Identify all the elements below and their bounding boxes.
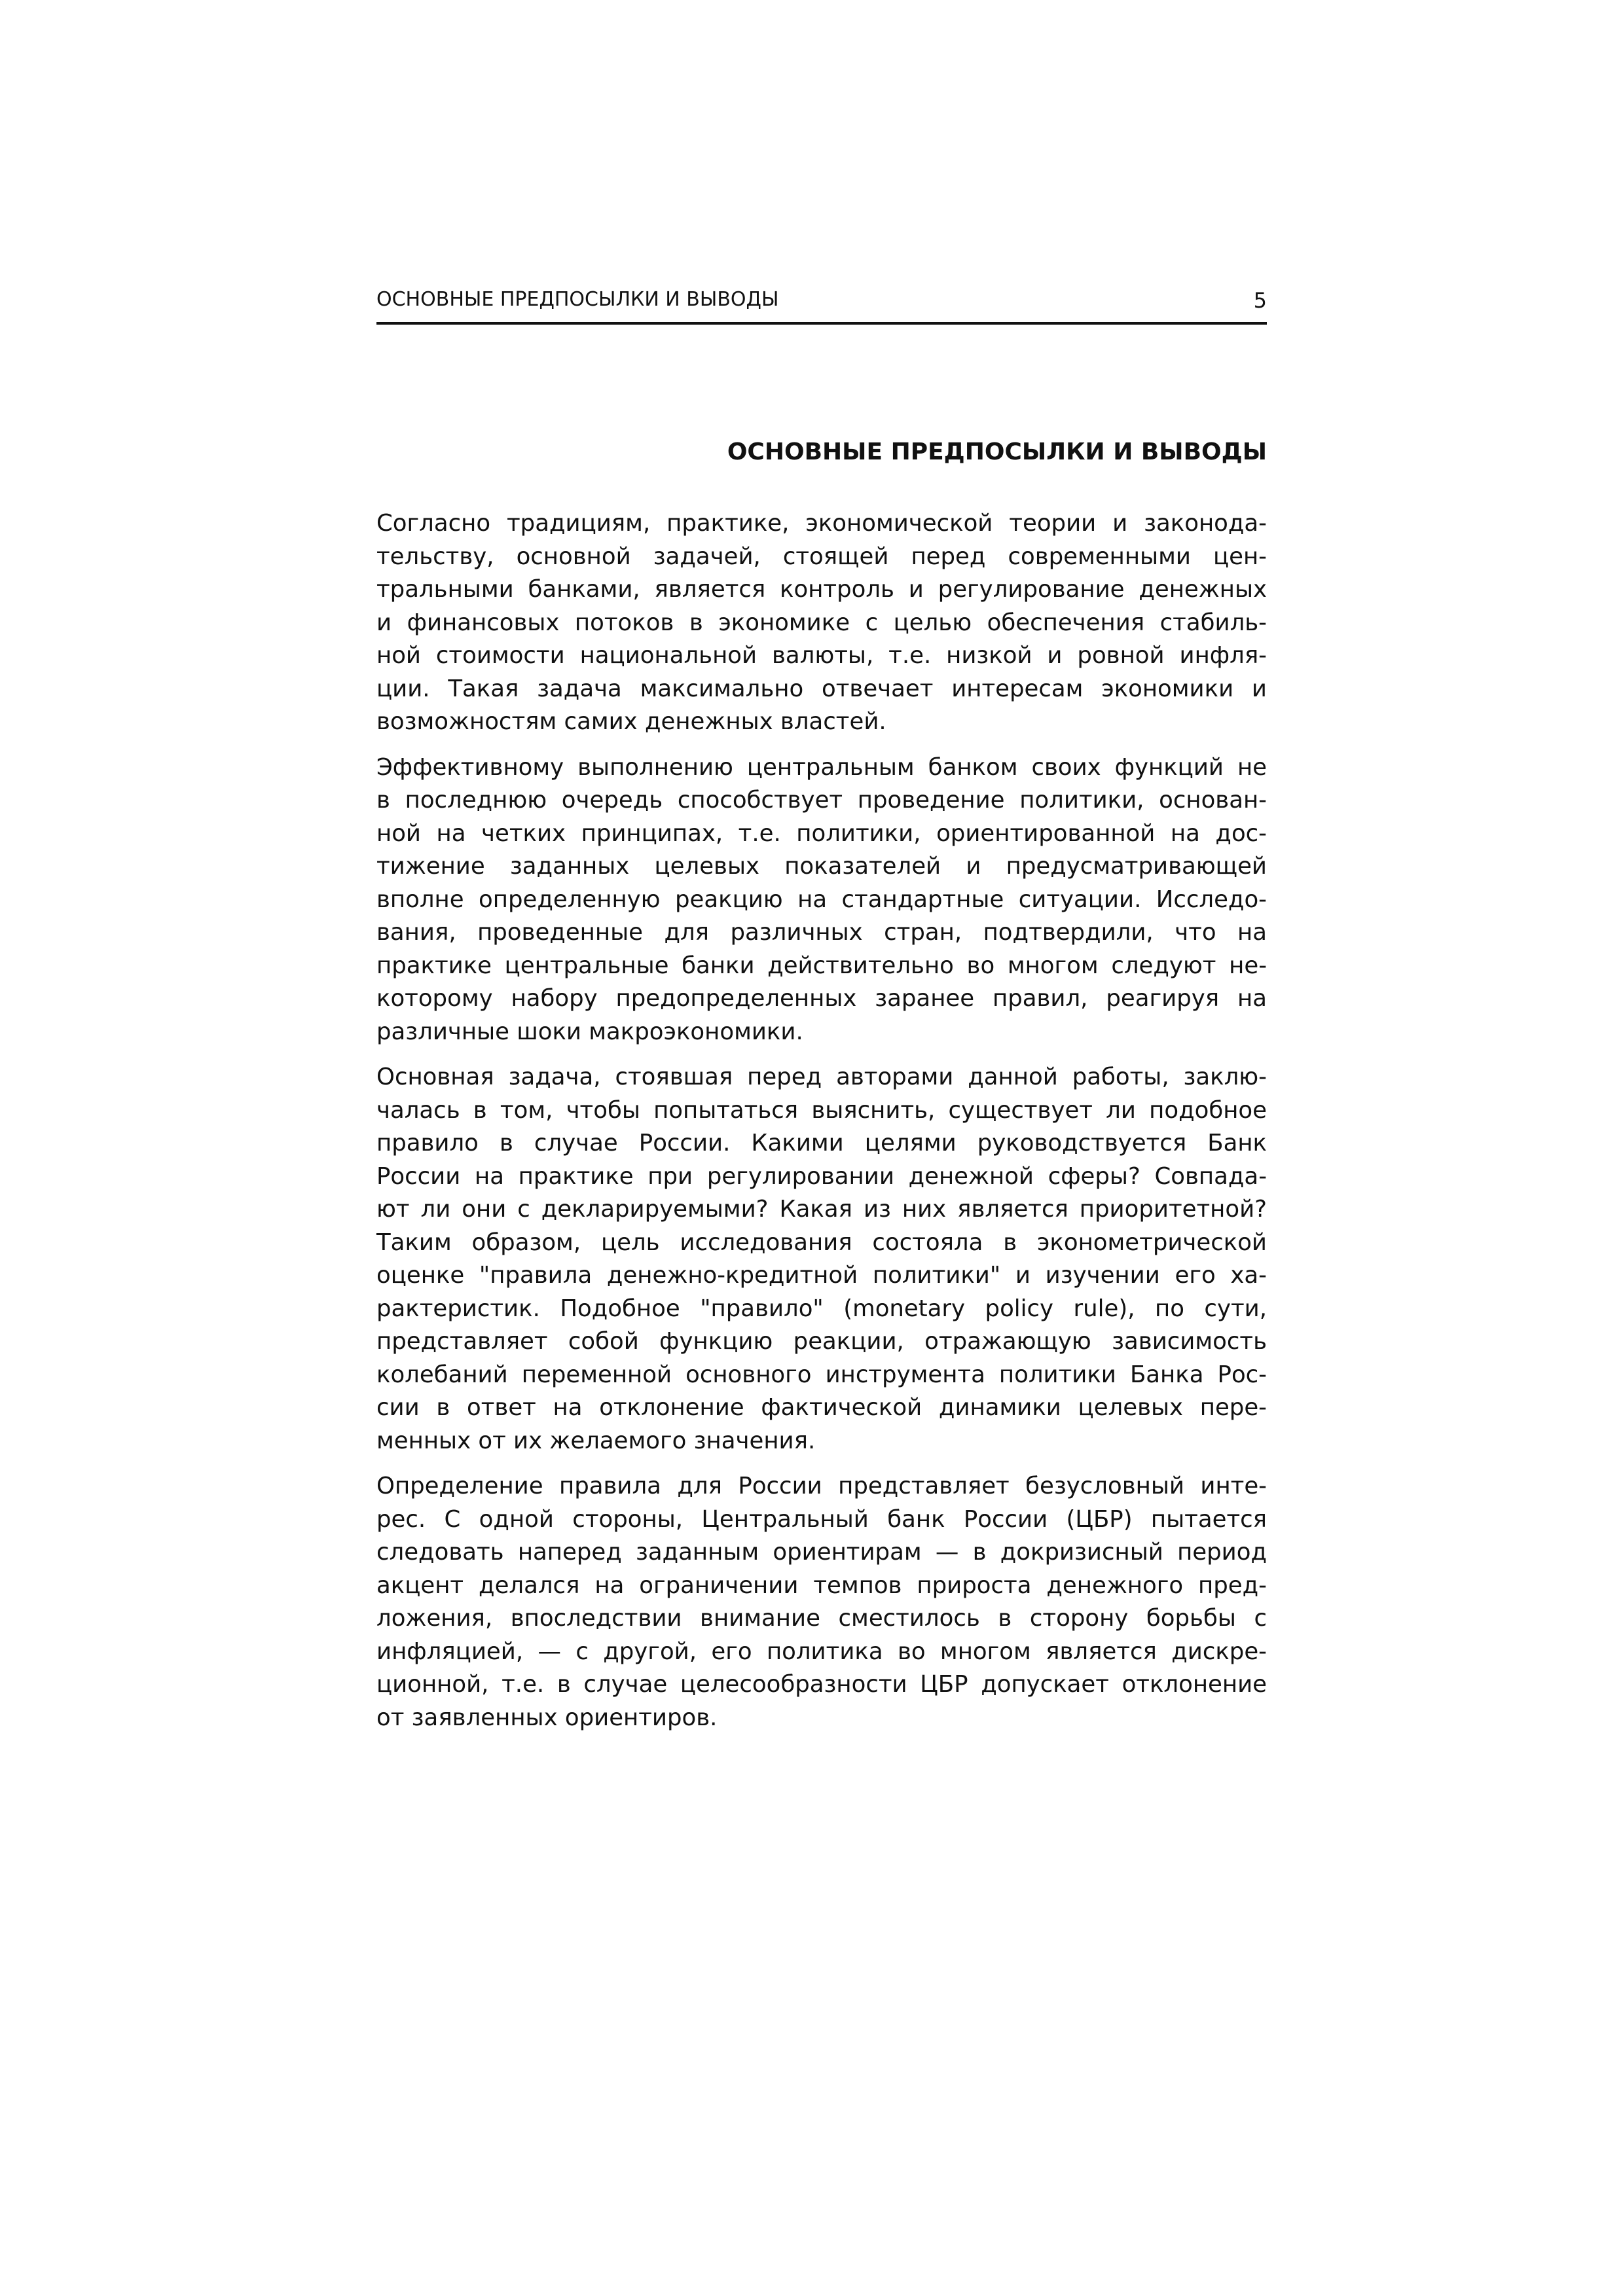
text-line: Согласно традициям, практике, экономической теории и законода- bbox=[376, 510, 1267, 537]
body-text bbox=[376, 507, 1267, 1747]
text-line: сии в ответ на отклонение фактической динамики целевых пере- bbox=[376, 1394, 1267, 1421]
paragraph bbox=[376, 1470, 1267, 1734]
text-line: различные шоки макроэкономики. bbox=[376, 1018, 803, 1045]
text-line: Основная задача, стоявшая перед авторами данной работы, заклю- bbox=[376, 1064, 1267, 1090]
text-line: Таким образом, цель исследования состояла в эконометрической bbox=[376, 1229, 1267, 1256]
text-line: ют ли они с декларируемыми? Какая из них является приоритетной? bbox=[376, 1196, 1267, 1223]
text-line: в последнюю очередь способствует проведение политики, основан- bbox=[376, 787, 1267, 814]
text-line: которому набору предопределенных заранее правил, реагируя на bbox=[376, 985, 1267, 1012]
text-line: следовать наперед заданным ориентирам — в докризисный период bbox=[376, 1539, 1267, 1566]
text-line: Определение правила для России представляет безусловный инте- bbox=[376, 1473, 1267, 1499]
text-line: ции. Такая задача максимально отвечает интересам экономики и bbox=[376, 675, 1267, 702]
text-line: рес. С одной стороны, Центральный банк России (ЦБР) пытается bbox=[376, 1505, 1267, 1533]
page-number: 5 bbox=[1253, 288, 1267, 313]
text-line: Эффективному выполнению центральным банком своих функций не bbox=[376, 753, 1267, 781]
text-line: правило в случае России. Какими целями руководствуется Банк bbox=[376, 1130, 1267, 1157]
text-line: ной на четких принципах, т.е. политики, ориентированной на дос- bbox=[376, 819, 1267, 847]
text-line: вания, проведенные для различных стран, подтвердили, что на bbox=[376, 919, 1267, 946]
text-line: ложения, впоследствии внимание сместилось в сторону борьбы с bbox=[376, 1605, 1267, 1632]
text-line: от заявленных ориентиров. bbox=[376, 1704, 718, 1731]
text-line: акцент делался на ограничении темпов прироста денежного пред- bbox=[376, 1571, 1267, 1599]
text-line: оценке "правила денежно-кредитной политики" и изучении его ха- bbox=[376, 1262, 1267, 1289]
text-line: тижение заданных целевых показателей и предусматривающей bbox=[376, 853, 1267, 880]
paragraph bbox=[376, 751, 1267, 1049]
text-line: колебаний переменной основного инструмента политики Банка Рос- bbox=[376, 1361, 1267, 1388]
text-line: ционной, т.е. в случае целесообразности ЦБР допускает отклонение bbox=[376, 1671, 1267, 1698]
text-line: и финансовых потоков в экономике с целью обеспечения стабиль- bbox=[376, 609, 1267, 636]
text-line: инфляцией, — с другой, его политика во многом является дискре- bbox=[376, 1638, 1267, 1665]
text-line: ной стоимости национальной валюты, т.е. низкой и ровной инфля- bbox=[376, 642, 1267, 669]
text-line: вполне определенную реакцию на стандартные ситуации. Исследо- bbox=[376, 886, 1267, 913]
text-line: тельству, основной задачей, стоящей перед современными цен- bbox=[376, 543, 1267, 570]
text-line: чалась в том, чтобы попытаться выяснить, существует ли подобное bbox=[376, 1096, 1267, 1124]
text-line: тральными банками, является контроль и регулирование денежных bbox=[376, 576, 1267, 603]
paragraph bbox=[376, 1061, 1267, 1458]
section-title: ОСНОВНЫЕ ПРЕДПОСЫЛКИ И ВЫВОДЫ bbox=[727, 439, 1267, 465]
text-line: практике центральные банки действительно во многом следуют не- bbox=[376, 952, 1267, 979]
text-line: России на практике при регулировании денежной сферы? Совпада- bbox=[376, 1162, 1267, 1190]
paragraph bbox=[376, 507, 1267, 739]
running-title: ОСНОВНЫЕ ПРЕДПОСЫЛКИ И ВЫВОДЫ bbox=[376, 288, 779, 311]
text-line: представляет собой функцию реакции, отражающую зависимость bbox=[376, 1328, 1267, 1355]
text-line: возможностям самих денежных властей. bbox=[376, 708, 886, 735]
text-line: рактеристик. Подобное "правило" (monetary policy rule), по сути, bbox=[376, 1295, 1267, 1322]
running-header bbox=[376, 288, 1267, 325]
text-line: менных от их желаемого значения. bbox=[376, 1427, 816, 1454]
